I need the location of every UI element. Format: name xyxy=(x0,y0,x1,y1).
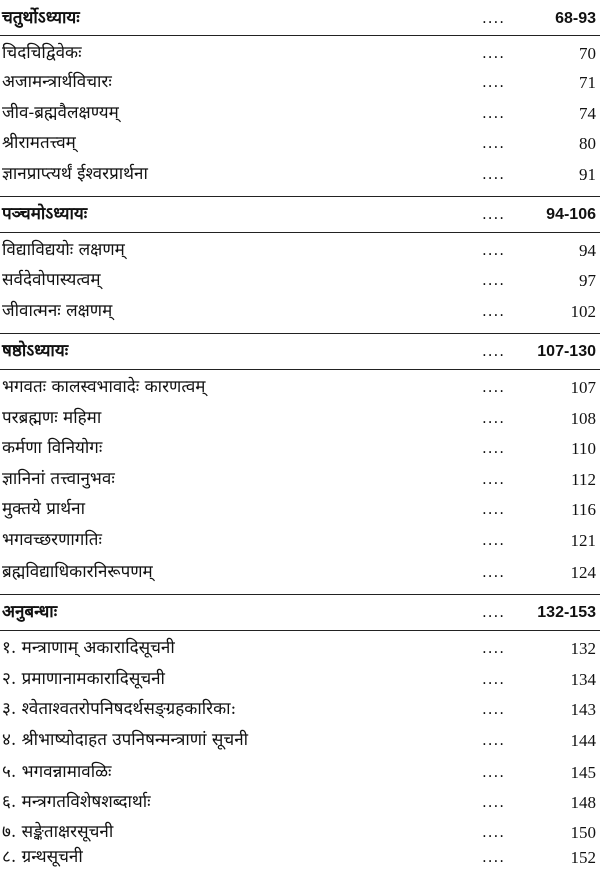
entry-title: २. प्रमाणानामकारादिसूचनी xyxy=(2,669,165,689)
section-divider xyxy=(0,369,600,370)
entry-page: 152 xyxy=(570,848,596,867)
leader-dots: .... xyxy=(482,500,506,518)
entry-title: १. मन्त्राणाम् अकारादिसूचनी xyxy=(2,638,175,658)
entry-page: 132 xyxy=(570,639,596,658)
leader-dots: .... xyxy=(482,104,506,122)
chapter-title: षष्ठोऽध्यायः xyxy=(2,341,69,361)
leader-dots: .... xyxy=(482,9,506,27)
entry-page: 108 xyxy=(570,409,596,428)
entry-page: 150 xyxy=(570,823,596,842)
toc-entry xyxy=(0,463,600,496)
toc-entry xyxy=(0,371,600,404)
section-divider xyxy=(0,196,600,197)
entry-title: जीवात्मनः लक्षणम् xyxy=(2,301,113,321)
entry-title: भगवच्छरणागतिः xyxy=(2,530,102,550)
entry-title: ज्ञानप्राप्त्यर्थं ईश्वरप्रार्थना xyxy=(2,164,148,184)
leader-dots: .... xyxy=(482,823,506,841)
entry-page: 70 xyxy=(579,44,596,63)
entry-page: 94 xyxy=(579,241,596,260)
entry-title: ब्रह्मविद्याधिकारनिरूपणम् xyxy=(2,562,153,582)
entry-title: ३. श्वेताश्वतरोपनिषदर्थसङ्ग्रहकारिका: xyxy=(2,699,237,719)
chapter-heading xyxy=(0,2,600,35)
toc-entry xyxy=(0,264,600,297)
leader-dots: .... xyxy=(482,670,506,688)
entry-title: विद्याविद्ययोः लक्षणम् xyxy=(2,240,125,260)
entry-page: 144 xyxy=(570,731,596,750)
entry-title: अजामन्त्रार्थविचारः xyxy=(2,72,112,92)
leader-dots: .... xyxy=(482,731,506,749)
entry-title: ४. श्रीभाष्योदाहत उपनिषन्मन्त्राणां सूचनी xyxy=(2,730,249,750)
leader-dots: .... xyxy=(482,563,506,581)
toc-entry xyxy=(0,158,600,191)
leader-dots: .... xyxy=(482,302,506,320)
section-divider xyxy=(0,35,600,36)
entry-title: सर्वदेवोपास्यत्वम् xyxy=(2,270,101,290)
entry-title: ५. भगवन्नामावळिः xyxy=(2,762,112,782)
chapter-title: चतुर्थोऽध्यायः xyxy=(2,8,80,28)
entry-title: भगवतः कालस्वभावादेः कारणत्वम् xyxy=(2,377,206,397)
entry-page: 124 xyxy=(570,563,596,582)
toc-entry xyxy=(0,632,600,665)
entry-title: परब्रह्मणः महिमा xyxy=(2,408,102,428)
entry-title: ज्ञानिनां तत्त्वानुभवः xyxy=(2,469,115,489)
toc-entry xyxy=(0,402,600,435)
toc-entry xyxy=(0,693,600,726)
entry-title: जीव-ब्रह्मवैलक्षण्यम् xyxy=(2,103,119,123)
leader-dots: .... xyxy=(482,134,506,152)
section-divider xyxy=(0,232,600,233)
leader-dots: .... xyxy=(482,73,506,91)
entry-page: 80 xyxy=(579,134,596,153)
entry-page: 148 xyxy=(570,793,596,812)
toc-entry xyxy=(0,786,600,819)
leader-dots: .... xyxy=(482,271,506,289)
chapter-page-range: 94-106 xyxy=(546,206,596,223)
toc-entry xyxy=(0,841,600,874)
leader-dots: .... xyxy=(482,700,506,718)
chapter-page-range: 68-93 xyxy=(555,10,596,27)
leader-dots: .... xyxy=(482,531,506,549)
leader-dots: .... xyxy=(482,439,506,457)
chapter-heading xyxy=(0,596,600,629)
section-divider xyxy=(0,594,600,595)
leader-dots: .... xyxy=(482,241,506,259)
toc-entry xyxy=(0,295,600,328)
toc-entry xyxy=(0,556,600,589)
leader-dots: .... xyxy=(482,639,506,657)
leader-dots: .... xyxy=(482,603,506,621)
toc-entry xyxy=(0,234,600,267)
leader-dots: .... xyxy=(482,44,506,62)
toc-entry xyxy=(0,97,600,130)
leader-dots: .... xyxy=(482,793,506,811)
entry-page: 121 xyxy=(570,531,596,550)
toc-entry xyxy=(0,432,600,465)
chapter-title: अनुबन्धाः xyxy=(2,602,58,622)
leader-dots: .... xyxy=(482,342,506,360)
toc-entry xyxy=(0,127,600,160)
entry-page: 74 xyxy=(579,104,596,123)
leader-dots: .... xyxy=(482,165,506,183)
chapter-title: पञ्चमोऽध्यायः xyxy=(2,204,88,224)
entry-page: 91 xyxy=(579,165,596,184)
entry-page: 71 xyxy=(579,73,596,92)
chapter-heading xyxy=(0,198,600,231)
section-divider xyxy=(0,333,600,334)
leader-dots: .... xyxy=(482,470,506,488)
entry-title: ७. सङ्केताक्षरसूचनी xyxy=(2,822,114,842)
entry-title: चिदचिद्विवेकः xyxy=(2,43,82,63)
toc-entry xyxy=(0,66,600,99)
leader-dots: .... xyxy=(482,409,506,427)
leader-dots: .... xyxy=(482,378,506,396)
entry-page: 110 xyxy=(571,439,596,458)
entry-title: ८. ग्रन्थसूचनी xyxy=(2,847,83,867)
entry-page: 134 xyxy=(570,670,596,689)
section-divider xyxy=(0,630,600,631)
toc-entry xyxy=(0,493,600,526)
chapter-page-range: 132-153 xyxy=(537,604,596,621)
chapter-heading xyxy=(0,335,600,368)
entry-page: 97 xyxy=(579,271,596,290)
entry-page: 116 xyxy=(571,500,596,519)
toc-entry xyxy=(0,524,600,557)
entry-page: 112 xyxy=(571,470,596,489)
toc-entry xyxy=(0,756,600,789)
leader-dots: .... xyxy=(482,205,506,223)
chapter-page-range: 107-130 xyxy=(537,343,596,360)
entry-title: ६. मन्त्रगतविशेषशब्दार्थाः xyxy=(2,792,151,812)
toc-entry xyxy=(0,724,600,757)
entry-title: श्रीरामतत्त्वम् xyxy=(2,133,76,153)
entry-page: 102 xyxy=(570,302,596,321)
entry-page: 107 xyxy=(570,378,596,397)
entry-page: 145 xyxy=(570,763,596,782)
leader-dots: .... xyxy=(482,848,506,866)
toc-entry xyxy=(0,663,600,696)
entry-title: कर्मणा विनियोगः xyxy=(2,438,103,458)
entry-page: 143 xyxy=(570,700,596,719)
leader-dots: .... xyxy=(482,763,506,781)
entry-title: मुक्तये प्रार्थना xyxy=(2,499,86,519)
